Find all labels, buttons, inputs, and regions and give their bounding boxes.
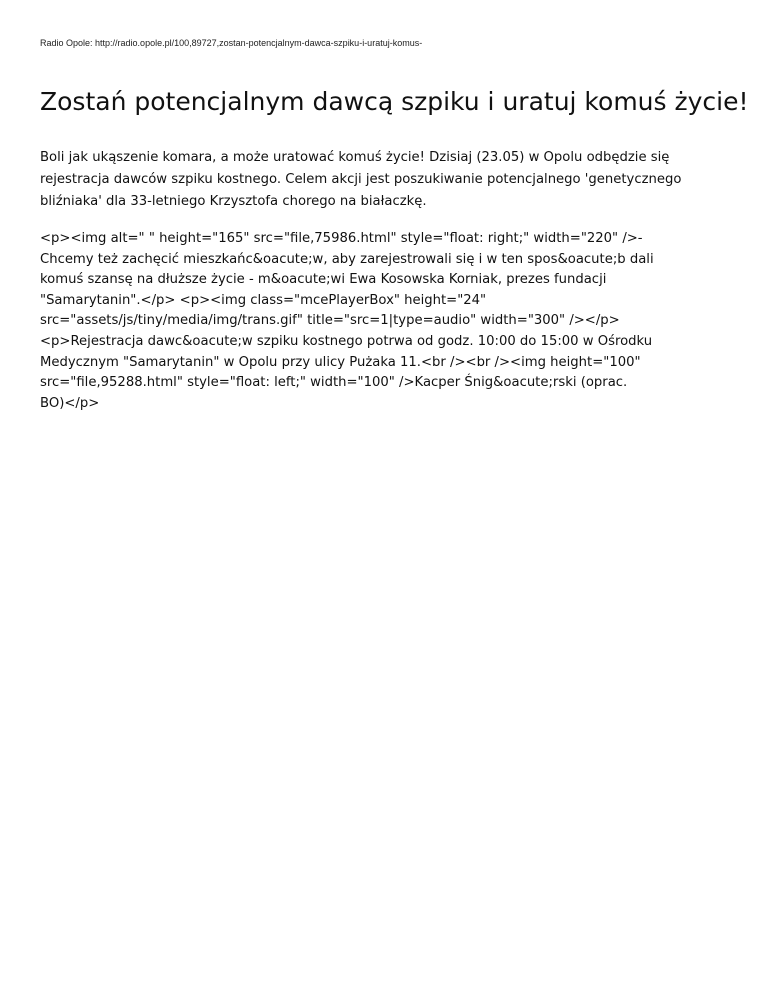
body-line: "Samarytanin".</p> <p><img class="mcePlayerBox" height="24"	[40, 292, 487, 308]
body-line: src="file,95288.html" style="float: left;" width="100" />Kacper Śnig&oacute;rski (oprac.	[40, 375, 628, 391]
article-title: Zostań potencjalnym dawcą szpiku i uratuj komuś życie!	[40, 87, 749, 116]
lead-line: rejestracja dawców szpiku kostnego. Celem akcji jest poszukiwanie potencjalnego 'genetycznego	[40, 172, 682, 187]
lead-line: bliźniaka' dla 33-letniego Krzysztofa chorego na białaczkę.	[40, 194, 427, 209]
article-body-raw-html	[40, 229, 730, 414]
lead-line: Boli jak ukąszenie komara, a może uratować komuś życie! Dzisiaj (23.05) w Opolu odbędzie się	[40, 150, 670, 165]
body-line: komuś szansę na dłuższe życie - m&oacute;wi Ewa Kosowska Korniak, prezes fundacji	[40, 272, 607, 288]
body-line: Chcemy też zachęcić mieszkańc&oacute;w, aby zarejestrowali się i w ten spos&oacute;b dali	[40, 251, 654, 267]
source-url-line: Radio Opole: http://radio.opole.pl/100,89727,zostan-potencjalnym-dawca-szpiku-i-uratuj-komus-	[40, 38, 423, 48]
body-line: src="assets/js/tiny/media/img/trans.gif" title="src=1|type=audio" width="300" /></p>	[40, 313, 620, 329]
body-line: <p><img alt=" " height="165" src="file,75986.html" style="float: right;" width="220" />-	[40, 231, 643, 246]
article-lead	[40, 147, 730, 213]
body-line: <p>Rejestracja dawc&oacute;w szpiku kostnego potrwa od godz. 10:00 do 15:00 w Ośrodku	[40, 333, 653, 349]
body-line: Medycznym "Samarytanin" w Opolu przy ulicy Pużaka 11.<br /><br /><img height="100"	[40, 354, 641, 370]
body-line: BO)</p>	[40, 395, 100, 411]
